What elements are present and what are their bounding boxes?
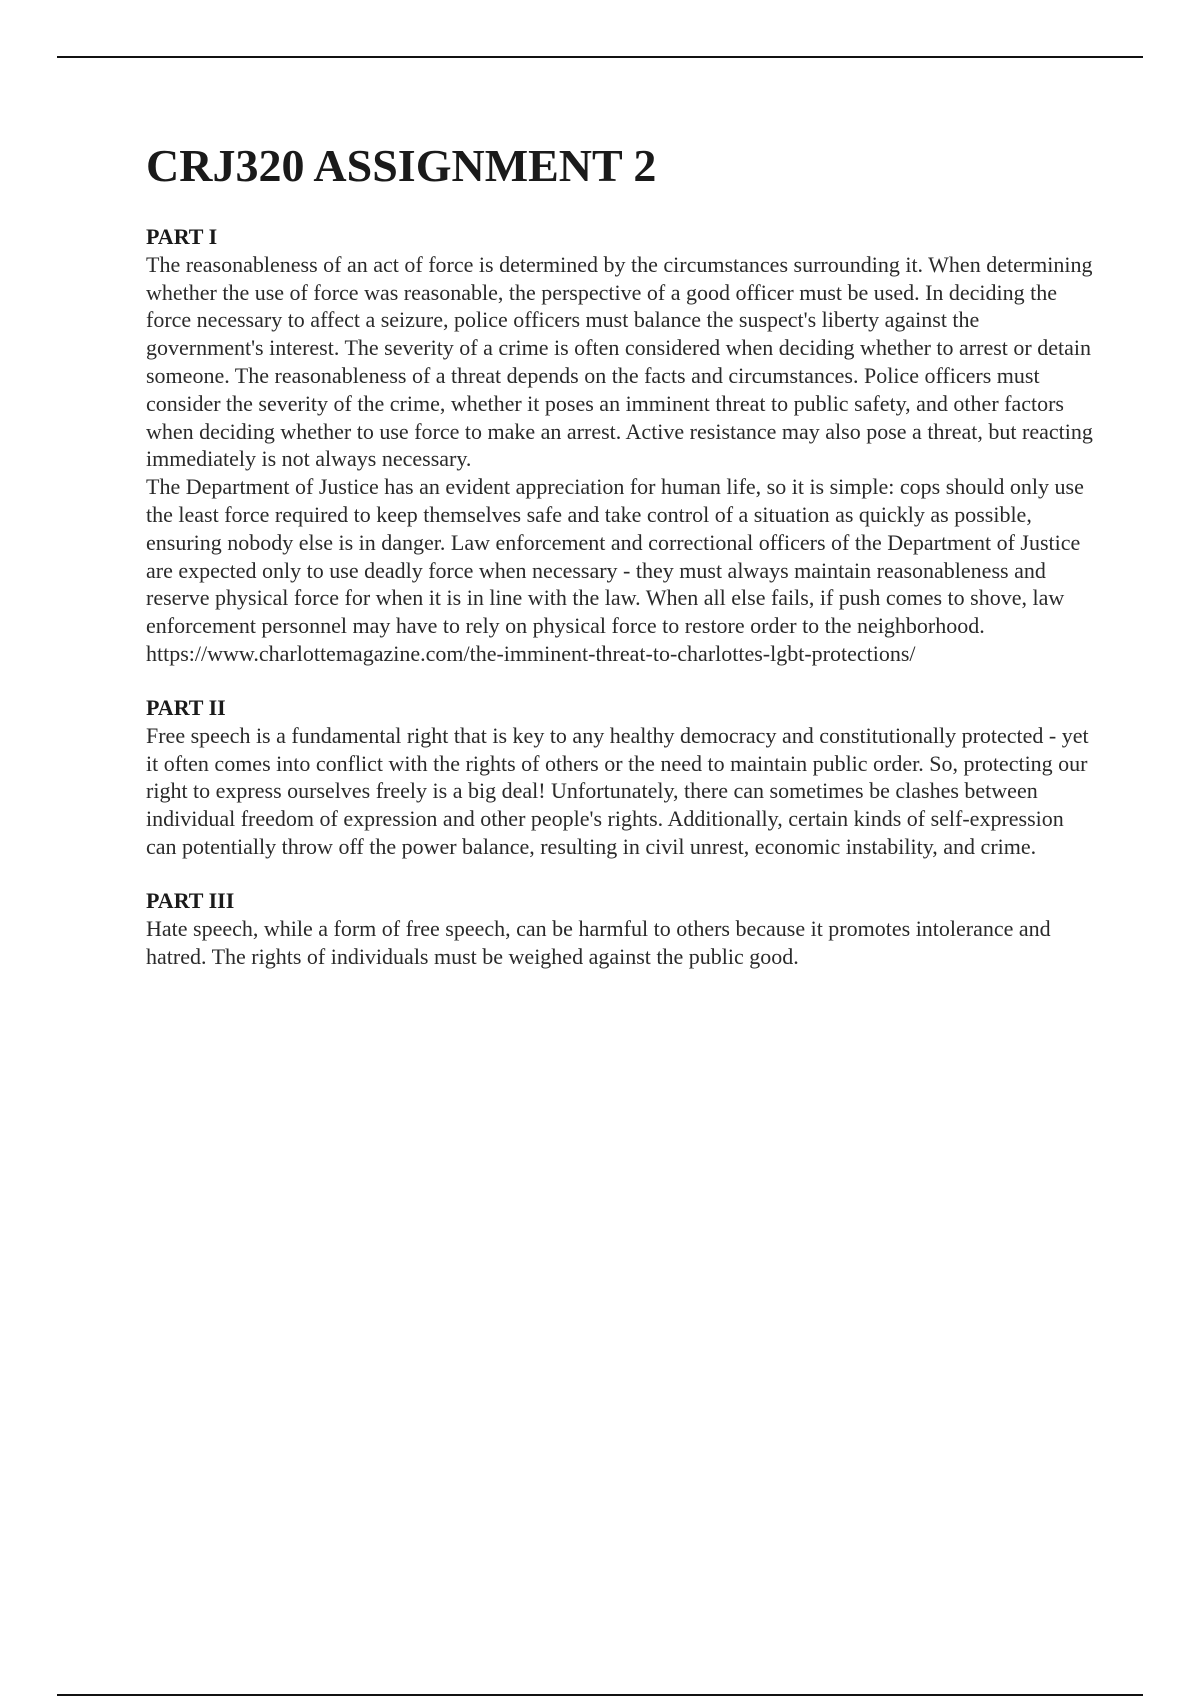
part-1-source-url: https://www.charlottemagazine.com/the-imminent-threat-to-charlottes-lgbt-protections/ (146, 641, 916, 667)
part-2-heading: PART II (146, 694, 226, 720)
part-1-section (146, 223, 1098, 668)
part-3-heading: PART III (146, 887, 235, 913)
part-3-section (146, 887, 1098, 971)
bottom-rule (57, 1694, 1143, 1696)
part-1-paragraph-1: The reasonableness of an act of force is determined by the circumstances surrounding it. When determining whether the use of force was reasonable, the perspective of a good officer must be used. In deciding the force necessary to affect a seizure, police officers must balance the suspect's liberty against the government's interest. The severity of a crime is often considered when deciding whether to arrest or detain someone. The reasonableness of a threat depends on the facts and circumstances. Police officers must consider the severity of the crime, whether it poses an imminent threat to public safety, and other factors when deciding whether to use force to make an arrest. Active resistance may also pose a threat, but reacting immediately is not always necessary. (146, 251, 1093, 472)
part-3-paragraph: Hate speech, while a form of free speech, can be harmful to others because it promotes intolerance and hatred. The rights of individuals must be weighed against the public good. (146, 915, 1051, 969)
part-1-heading: PART I (146, 223, 218, 249)
part-2-section (146, 694, 1098, 861)
part-1-paragraph-2: The Department of Justice has an evident appreciation for human life, so it is simple: cops should only use the least force required to keep themselves safe and take control of a situation as quickly as possible, ensuring nobody else is in danger. Law enforcement and correctional officers of the Department of Justice are expected only to use deadly force when necessary - they must always maintain reasonableness and reserve physical force for when it is in line with the law. When all else fails, if push comes to shove, law enforcement personnel may have to rely on physical force to restore order to the neighborhood. (146, 474, 1084, 639)
document-body (146, 140, 1098, 996)
top-rule (57, 56, 1143, 58)
document-title: CRJ320 ASSIGNMENT 2 (146, 140, 657, 191)
part-2-paragraph: Free speech is a fundamental right that is key to any healthy democracy and constitutionally protected - yet it often comes into conflict with the rights of others or the need to maintain public order. So, protecting our right to express ourselves freely is a big deal! Unfortunately, there can sometimes be clashes between individual freedom of expression and other people's rights. Additionally, certain kinds of self-expression can potentially throw off the power balance, resulting in civil unrest, economic instability, and crime. (146, 722, 1089, 860)
